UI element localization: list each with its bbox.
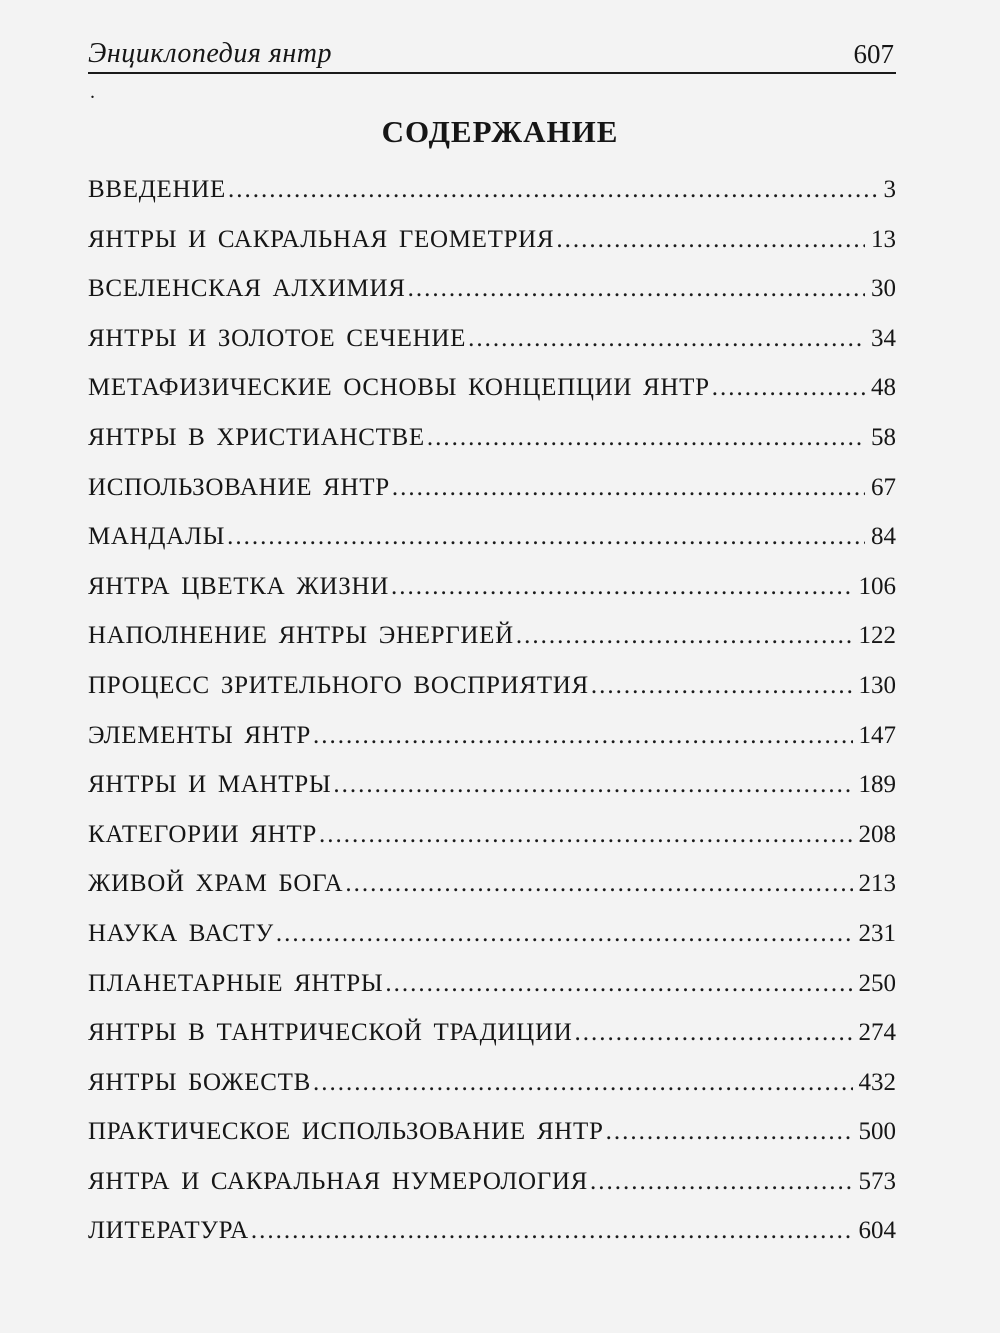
toc-entry-title: МЕТАФИЗИЧЕСКИЕ ОСНОВЫ КОНЦЕПЦИИ ЯНТР: [88, 374, 710, 402]
dot-leader: [408, 275, 865, 303]
dot-leader: [319, 821, 853, 849]
toc-entry-title: ЖИВОЙ ХРАМ БОГА: [88, 870, 344, 898]
toc-entry-page: 250: [858, 969, 896, 997]
toc-entry: [88, 722, 896, 772]
toc-entry: [88, 622, 896, 672]
toc-entry-page: 432: [858, 1068, 896, 1096]
toc-entry-title: ВСЕЛЕНСКАЯ АЛХИМИЯ: [88, 275, 406, 303]
dot-leader: [468, 325, 865, 353]
toc-entry: [88, 1118, 896, 1168]
toc-entry-title: ЛИТЕРАТУРА: [88, 1217, 249, 1245]
dot-leader: [251, 1217, 853, 1245]
running-header: [88, 32, 896, 74]
toc-entry: [88, 1019, 896, 1069]
toc-entry-page: 604: [858, 1217, 896, 1245]
page-number: 607: [853, 39, 894, 69]
dot-leader: [228, 176, 878, 204]
dot-leader: [385, 970, 852, 998]
toc-entry: [88, 1217, 896, 1267]
toc-entry-title: КАТЕГОРИИ ЯНТР: [88, 820, 317, 848]
toc-entry-page: 30: [871, 275, 896, 303]
toc-entry-title: ЯНТРЫ В ХРИСТИАНСТВЕ: [88, 423, 425, 451]
table-of-contents: [88, 176, 896, 1267]
dot-leader: [276, 920, 853, 948]
toc-entry-page: 208: [858, 820, 896, 848]
toc-entry-page: 189: [858, 771, 896, 799]
toc-entry-page: 48: [871, 374, 896, 402]
toc-entry-title: ЯНТРЫ И ЗОЛОТОЕ СЕЧЕНИЕ: [88, 324, 467, 352]
toc-entry: [88, 970, 896, 1020]
dot-leader: [227, 523, 865, 551]
toc-entry-title: ПЛАНЕТАРНЫЕ ЯНТРЫ: [88, 969, 384, 997]
toc-entry-title: ПРОЦЕСС ЗРИТЕЛЬНОГО ВОСПРИЯТИЯ: [88, 671, 589, 699]
toc-entry: [88, 1069, 896, 1119]
toc-entry: [88, 523, 896, 573]
dot-leader: [556, 226, 865, 254]
toc-entry: [88, 325, 896, 375]
toc-heading: СОДЕРЖАНИЕ: [381, 114, 619, 149]
toc-entry-title: ЯНТРА ЦВЕТКА ЖИЗНИ: [88, 572, 389, 600]
toc-entry-page: 122: [858, 622, 896, 650]
toc-entry: [88, 1168, 896, 1218]
toc-entry-title: ЯНТРА И САКРАЛЬНАЯ НУМЕРОЛОГИЯ: [88, 1167, 589, 1195]
toc-entry-page: 500: [858, 1118, 896, 1146]
toc-entry: [88, 920, 896, 970]
toc-entry-title: ЯНТРЫ В ТАНТРИЧЕСКОЙ ТРАДИЦИИ: [88, 1019, 573, 1047]
toc-entry-title: ИСПОЛЬЗОВАНИЕ ЯНТР: [88, 473, 390, 501]
toc-entry-page: 67: [871, 473, 896, 501]
toc-entry-page: 58: [871, 423, 896, 451]
toc-entry: [88, 176, 896, 226]
dot-leader: [427, 424, 865, 452]
toc-entry: [88, 424, 896, 474]
print-speck: .: [90, 81, 95, 103]
toc-entry-page: 84: [871, 523, 896, 551]
toc-entry-page: 573: [858, 1167, 896, 1195]
toc-entry: [88, 821, 896, 871]
dot-leader: [392, 474, 865, 502]
toc-entry: [88, 870, 896, 920]
toc-entry: [88, 275, 896, 325]
toc-entry-title: ЯНТРЫ И МАНТРЫ: [88, 771, 332, 799]
toc-entry: [88, 474, 896, 524]
toc-entry-page: 34: [871, 324, 896, 352]
toc-entry-title: ЯНТРЫ И САКРАЛЬНАЯ ГЕОМЕТРИЯ: [88, 225, 555, 253]
dot-leader: [574, 1019, 852, 1047]
toc-entry-page: 231: [858, 919, 896, 947]
toc-entry-page: 3: [883, 176, 896, 203]
dot-leader: [333, 771, 852, 799]
toc-entry-title: НАУКА ВАСТУ: [88, 919, 274, 947]
toc-entry-title: ВВЕДЕНИЕ: [88, 176, 226, 203]
toc-entry-page: 147: [858, 721, 896, 749]
dot-leader: [313, 722, 852, 750]
toc-entry: [88, 573, 896, 623]
toc-entry-page: 13: [871, 225, 896, 253]
dot-leader: [591, 672, 853, 700]
running-title: Энциклопедия янтр: [88, 38, 332, 69]
dot-leader: [712, 374, 865, 402]
dot-leader: [590, 1168, 852, 1196]
toc-entry-page: 106: [858, 572, 896, 600]
toc-entry: [88, 672, 896, 722]
toc-entry-page: 213: [858, 870, 896, 898]
toc-entry: [88, 226, 896, 276]
toc-entry-page: 130: [858, 671, 896, 699]
dot-leader: [391, 573, 853, 601]
dot-leader: [313, 1069, 853, 1097]
dot-leader: [606, 1118, 853, 1146]
toc-entry-title: ЯНТРЫ БОЖЕСТВ: [88, 1068, 311, 1096]
toc-entry: [88, 771, 896, 821]
toc-entry-title: ЭЛЕМЕНТЫ ЯНТР: [88, 721, 312, 749]
toc-entry-page: 274: [858, 1019, 896, 1047]
dot-leader: [345, 870, 852, 898]
toc-entry-title: ПРАКТИЧЕСКОЕ ИСПОЛЬЗОВАНИЕ ЯНТР: [88, 1118, 604, 1146]
toc-entry-title: НАПОЛНЕНИЕ ЯНТРЫ ЭНЕРГИЕЙ: [88, 622, 514, 650]
toc-entry: [88, 374, 896, 424]
dot-leader: [516, 622, 853, 650]
toc-entry-title: МАНДАЛЫ: [88, 523, 226, 551]
